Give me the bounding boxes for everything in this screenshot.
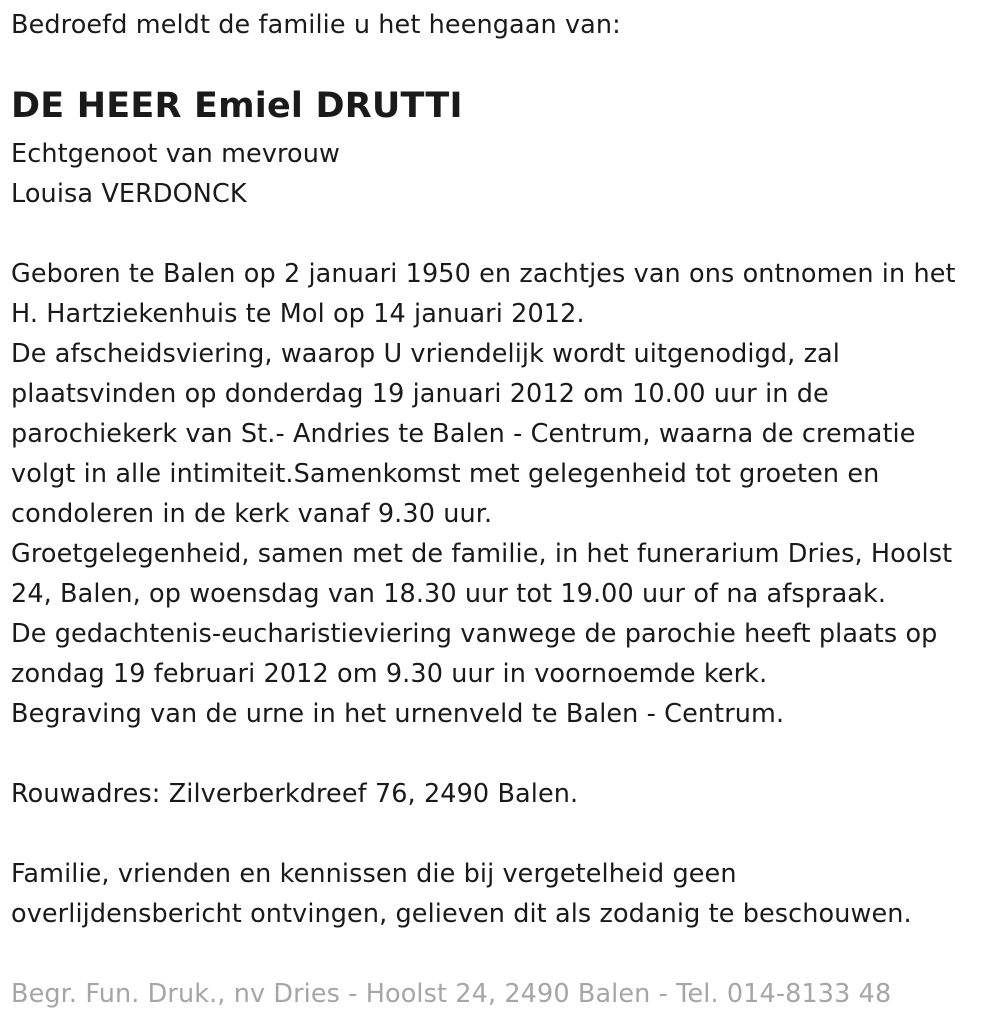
details-block <box>11 254 956 734</box>
details-line: Groetgelegenheid, samen met de familie, in het funerarium Dries, Hoolst <box>11 539 953 569</box>
details-line: H. Hartziekenhuis te Mol op 14 januari 2012. <box>11 299 585 329</box>
details-line: De afscheidsviering, waarop U vriendelijk wordt uitgenodigd, zal <box>11 339 840 369</box>
details-line: 24, Balen, op woensdag van 18.30 uur tot 19.00 uur of na afspraak. <box>11 579 887 609</box>
details-line: De gedachtenis-eucharistieviering vanwege de parochie heeft plaats op <box>11 619 938 649</box>
printer-footer: Begr. Fun. Druk., nv Dries - Hoolst 24, 2490 Balen - Tel. 014-8133 48 <box>11 979 892 1009</box>
mourning-address <box>11 774 578 814</box>
spouse-line: Echtgenoot van mevrouw <box>11 139 340 169</box>
family-note-line: overlijdensbericht ontvingen, gelieven dit als zodanig te beschouwen. <box>11 899 912 929</box>
details-line: volgt in alle intimiteit.Samenkomst met gelegenheid tot groeten en <box>11 459 880 489</box>
intro-text: Bedroefd meldt de familie u het heengaan van: <box>11 10 621 40</box>
address-line: Rouwadres: Zilverberkdreef 76, 2490 Balen. <box>11 779 579 809</box>
details-line: condoleren in de kerk vanaf 9.30 uur. <box>11 499 493 529</box>
family-note-line: Familie, vrienden en kennissen die bij vergetelheid geen <box>11 859 737 889</box>
details-line: Begraving van de urne in het urnenveld te Balen - Centrum. <box>11 699 785 729</box>
spouse-name: Louisa VERDONCK <box>11 179 247 209</box>
details-line: Geboren te Balen op 2 januari 1950 en zachtjes van ons ontnomen in het <box>11 259 956 289</box>
details-line: plaatsvinden op donderdag 19 januari 2012 om 10.00 uur in de <box>11 379 829 409</box>
deceased-name: DE HEER Emiel DRUTTI <box>11 86 463 126</box>
details-line: zondag 19 februari 2012 om 9.30 uur in voornoemde kerk. <box>11 659 768 689</box>
details-line: parochiekerk van St.- Andries te Balen - Centrum, waarna de crematie <box>11 419 916 449</box>
family-note <box>11 854 912 934</box>
spouse-block <box>11 134 340 214</box>
